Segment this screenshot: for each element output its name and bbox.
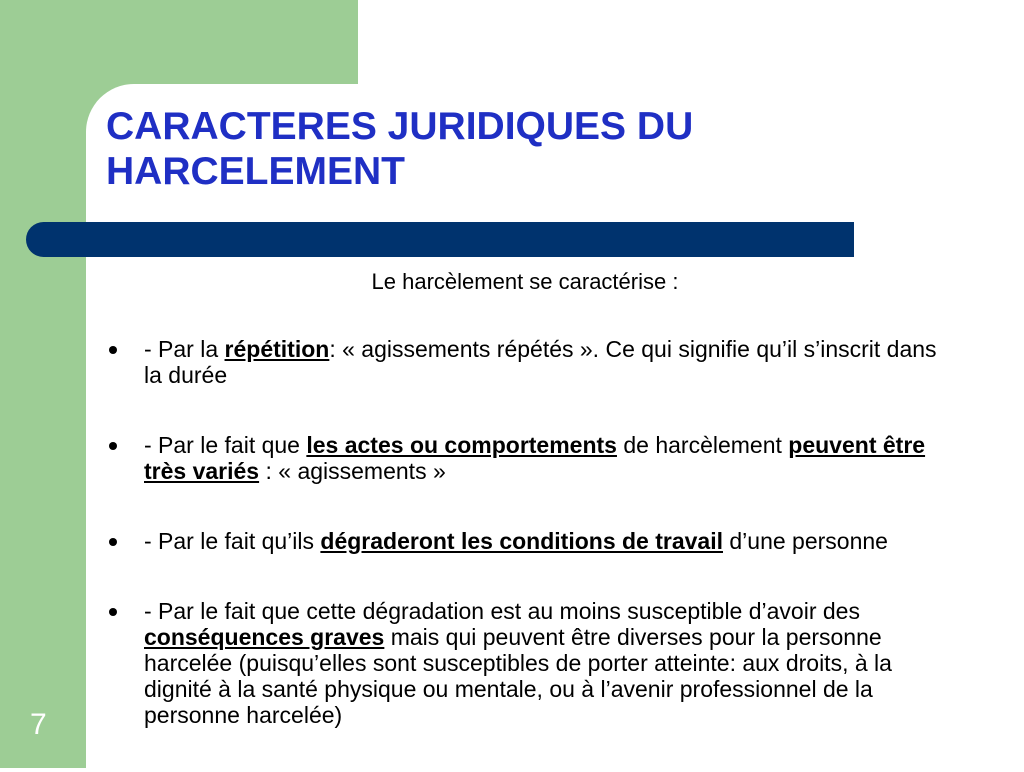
intro-text: Le harcèlement se caractérise : [371, 269, 679, 294]
emphasis-text: les actes ou comportements [306, 432, 617, 458]
slide-title-line-1: CARACTERES JURIDIQUES DU [106, 105, 694, 148]
bullet-degradation-conditions [108, 528, 958, 554]
bullet-consequences-graves [108, 598, 958, 728]
bullet-text: de harcèlement [616, 432, 789, 458]
emphasis-text: conséquences graves [144, 624, 385, 650]
bullet-text: d’une personne [723, 528, 888, 554]
bullet-text: - Par le fait que [144, 432, 307, 458]
page-number: 7 [30, 708, 47, 741]
title-divider-bar [26, 222, 854, 257]
bullet-text: - Par le fait qu’ils [144, 528, 321, 554]
bullet-text: - Par la [144, 336, 225, 362]
emphasis-text: peuvent être très variés [144, 432, 926, 484]
bullet-text: - Par le fait que cette dégradation est au moins susceptible d’avoir des [144, 598, 860, 624]
bullet-text: : « agissements répétés ». Ce qui signifie qu’il s’inscrit dans la durée [144, 336, 937, 388]
bullet-actes-varies [108, 432, 958, 484]
emphasis-text: dégraderont les conditions de travail [320, 528, 723, 554]
slide-title-line-2: HARCELEMENT [106, 150, 405, 193]
bullet-dot-icon [109, 538, 117, 546]
background-green-strip [0, 0, 86, 768]
slide-title [106, 104, 866, 194]
emphasis-text: répétition [224, 336, 330, 362]
bullet-dot-icon [109, 608, 117, 616]
bullet-text: mais qui peuvent être diverses pour la personne harcelée (puisqu’elles sont susceptibles de porter atteinte: aux droits, à la dignité à la santé physique ou mentale, ou à l’avenir professionnel de la personne harcelée) [144, 624, 892, 728]
bullet-repetition [108, 336, 958, 388]
bullet-dot-icon [109, 346, 117, 354]
bullet-list [108, 336, 958, 772]
bullet-text: : « agissements » [259, 458, 446, 484]
bullet-dot-icon [109, 442, 117, 450]
